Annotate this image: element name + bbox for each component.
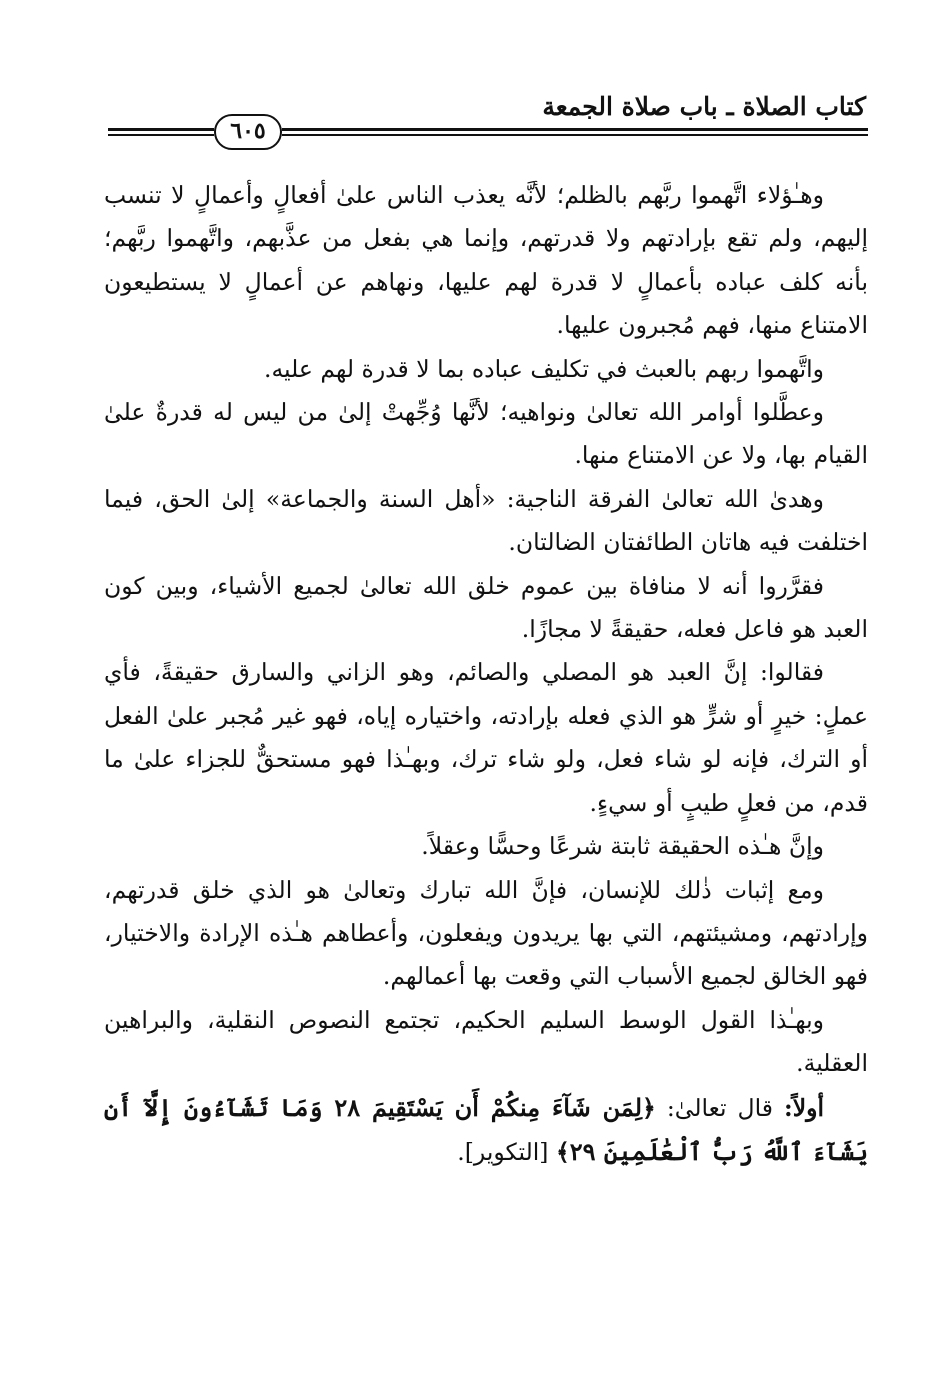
paragraph: واتَّهموا ربهم بالعبث في تكليف عباده بما لا قدرة لهم عليه. [263, 354, 824, 383]
paragraph: وهدىٰ الله تعالىٰ الفرقة الناجية: «أهل السنة والجماعة» إلىٰ الحق، فيما اختلفت فيه هاتان الطائفتان الضالتان. [104, 484, 868, 557]
quran-verse: لِمَن شَآءَ مِنكُمْ أَن يَسْتَقِيمَ ٢٨ وَمَا تَشَآءُونَ إِلَّآ أَن يَشَآءَ ٱللَّهُ رَبُّ ٱلْعَٰلَمِينَ ٢٩ [104, 1092, 868, 1166]
paragraph: وعطَّلوا أوامر الله تعالىٰ ونواهيه؛ لأنَّها وُجِّهتْ إلىٰ من ليس له قدرةٌ علىٰ القيام بها، ولا عن الامتناع منها. [104, 398, 868, 470]
body-text [104, 174, 868, 1174]
running-header: كتاب الصلاة ـ باب صلاة الجمعة [542, 92, 866, 121]
quran-open-bracket: ﴿ [642, 1093, 656, 1122]
paragraph: ومع إثبات ذٰلك للإنسان، فإنَّ الله تبارك وتعالىٰ هو الذي خلق قدرتهم، وإرادتهم، ومشيئتهم، التي بها يريدون ويفعلون، وأعطاهم هـٰذه الإرادة والاختيار، فهو الخالق لجميع الأسباب التي وقعت بها أعمالهم. [104, 875, 868, 991]
page-number: ٦٠٥ [214, 114, 282, 150]
enumeration-lead: أولاً: [784, 1093, 824, 1122]
paragraph: وهـٰؤلاء اتَّهموا ربَّهم بالظلم؛ لأنَّه يعذب الناس علىٰ أفعالٍ وأعمالٍ لا تنسب إليهم، ولم تقع بإرادتهم ولا قدرتهم، وإنما هي بفعل من عذَّبهم، واتَّهموا ربَّهم؛ بأنه كلف عباده بأعمالٍ لا قدرة لهم عليها، ونهاهم عن أعمالٍ لا يستطيعون الامتناع منها، فهم مُجبرون عليها. [104, 181, 868, 340]
quran-close-bracket: ﴾ [555, 1137, 570, 1166]
paragraph: فقالوا: إنَّ العبد هو المصلي والصائم، وهو الزاني والسارق حقيقةً، فأي عملٍ: خيرٍ أو شرٍّ هو الذي فعله بإرادته، واختياره إياه، فهو غير مُجبر علىٰ الفعل أو الترك، فإنه لو شاء فعل، ولو شاء ترك، وبهـٰذا فهو مستحقٌّ للجزاء علىٰ ما قدم، من فعلٍ طيبٍ أو سيءٍ. [104, 658, 868, 817]
quran-citation-paragraph [104, 1086, 868, 1175]
citation-intro: قال تعالىٰ: [666, 1093, 774, 1122]
surah-reference: [التكوير]. [457, 1137, 549, 1166]
paragraph: وبهـٰذا القول الوسط السليم الحكيم، تجتمع النصوص النقلية، والبراهين العقلية. [104, 1005, 868, 1078]
header-rule-left [108, 128, 214, 139]
paragraph: فقرَّروا أنه لا منافاة بين عموم خلق الله تعالىٰ لجميع الأشياء، وبين كون العبد هو فاعل فعله، حقيقةً لا مجازًا. [104, 571, 868, 644]
header-rule-right [282, 128, 868, 139]
paragraph: وإنَّ هـٰذه الحقيقة ثابتة شرعًا وحسًّا وعقلاً. [421, 832, 824, 861]
